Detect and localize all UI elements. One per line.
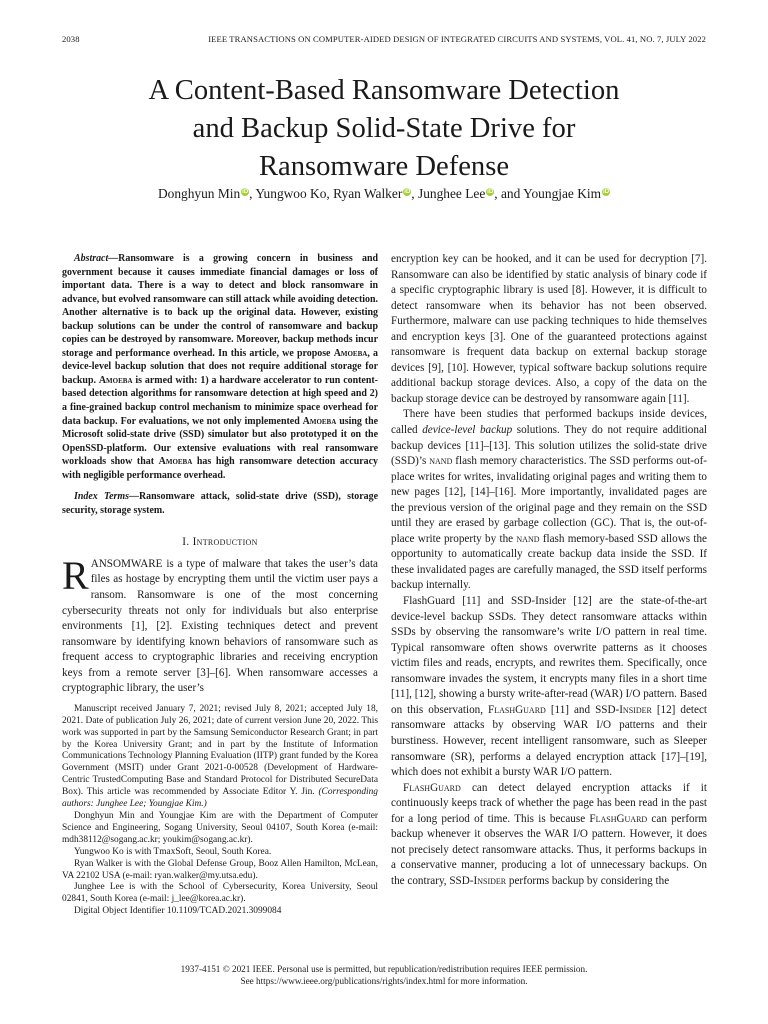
- footnote-manuscript: [62, 704, 378, 811]
- abstract-text: using the Microsoft solid-state drive (SSD) simulator but also prototyped it on the OpenSSD-platform. Our extensive evaluations with real ransomware workloads show that: [62, 415, 379, 468]
- footnote-affiliation: Donghyun Min and Youngjae Kim are with the Department of Computer Science and Engineering, Sogang University, Seoul 04107, South Korea (e-mail: mdh38112@sogang.ac.kr; youkim@sogang.ac.kr).: [62, 811, 378, 845]
- amoeba-name: Amoeba: [98, 374, 133, 386]
- intro-text: is a type of malware that takes the user’s data files as hostage by encrypting them until the victim user pays a ransom. Ransomware is one of the most concerning cybersecurity threats not only for individuals but also enterprise environments [1], [2]. Existing techniques detect and prevent ransomware by identifying known behaviors of ransomware such as frequent access to cryptographic libraries and receiving encryption keys from a remote server [3]–[6]. When ransomware accesses a cryptographic library, the user’s: [62, 557, 378, 695]
- footnotes: [62, 704, 378, 918]
- amoeba-name: Amoeba: [333, 347, 368, 359]
- body-text: solutions. They do not require additional backup devices [11]–[13]. This solution utilizes the solid-state drive (SSD)’s: [391, 424, 707, 468]
- body-text: FlashGuard [11] and SSD-Insider [12] are the state-of-the-art device-level backup SSDs. They detect ransomware attacks within SSDs by observing the ransomware’s write I/O pattern in real time. Typical ransomware often shows overwrite patterns as it chooses victim files and reads, encrypts, and rewrites them. Specifically, once ransomware invades the system, it encrypts many files in a short time [11], [12], showing a bursty write-after-read (WAR) I/O pattern. Based on this observation,: [391, 595, 707, 716]
- ssd-insider-name: SSD-Insider: [595, 703, 652, 716]
- orcid-icon[interactable]: iD: [242, 189, 249, 195]
- orcid-icon[interactable]: iD: [603, 189, 610, 195]
- intro-paragraph: [62, 552, 378, 697]
- index-terms: [62, 490, 378, 517]
- orcid-icon[interactable]: iD: [404, 189, 411, 195]
- abstract-text: , a device-level backup solution that does not require additional storage for backup.: [62, 347, 379, 386]
- footnote-affiliation: Ryan Walker is with the Global Defense Group, Booz Allen Hamilton, McLean, VA 22102 USA (e-mail: ryan.walker@my.utsa.edu).: [62, 858, 378, 881]
- section-heading-introduction: I. Introduction: [182, 536, 258, 549]
- body-text: [11] and: [545, 703, 596, 716]
- body-paragraph: encryption key can be hooked, and it can be used for decryption [7]. Ransomware can also be identified by static analysis of binary code if a specific cryptographic library is used [8]. However, it is difficult to detect ransomware when its behavior has not been observed. Furthermore, malware can use packing techniques to hide themselves and encryption keys [3]. One of the guaranteed protections against ransomware is frequent data backup on external backup storage devices [9], [10]. However, typical software backup solutions require additional backup storage devices. Also, a copy of the data on the backup storage device can be destroyed by ransomware again [11].: [391, 253, 707, 405]
- body-text: [12] detect ransomware attacks by observing WAR I/O patterns and their burstiness. However, recent intelligent ransomware, such as Sleeper ransomware (SR), performs a delayed encryption attack [17]–[19], which does not exhibit a bursty WAR I/O pattern.: [391, 703, 707, 779]
- page-number: 2038: [62, 34, 80, 44]
- running-head: [62, 34, 706, 48]
- paper-title: [40, 72, 728, 186]
- author-min: Donghyun Min: [157, 186, 241, 201]
- right-column: [391, 252, 707, 889]
- title-line-1: A Content-Based Ransomware Detection: [148, 75, 620, 106]
- author-kim: , and Youngjae Kim: [494, 186, 602, 201]
- index-terms-label: Index Terms—: [74, 491, 139, 503]
- footnote-doi: Digital Object Identifier 10.1109/TCAD.2021.3099084: [74, 906, 282, 917]
- amoeba-name: Amoeba: [302, 415, 337, 427]
- title-line-3: Ransomware Defense: [258, 151, 510, 182]
- author-list: [40, 186, 728, 202]
- body-paragraph: [391, 781, 707, 890]
- corresponding-authors: (Corresponding authors: Junghee Lee; Youngjae Kim.): [62, 787, 378, 810]
- abstract-label: Abstract—: [74, 253, 119, 264]
- flashguard-name: FlashGuard: [589, 812, 648, 825]
- footnote-affiliation: Yungwoo Ko is with TmaxSoft, Seoul, South Korea.: [74, 846, 272, 857]
- drop-cap: R: [62, 552, 89, 598]
- rights-link-line: See https://www.ieee.org/publications/rights/index.html for more information.: [240, 976, 528, 986]
- abstract-text: Ransomware is a growing concern in business and government because it causes immediate financial damages or loss of important data. There is a way to detect and block ransomware in advance, but evolved ransomware can still attack while avoiding detection. Another alternative is to back up the original data. However, existing backup solutions can be under the control of ransomware and backup copies can be destroyed by ransomware. Moreover, backup methods incur storage and performance overhead. In this article, we propose: [62, 253, 378, 359]
- body-paragraph: [391, 407, 707, 594]
- body-text: can perform backup whenever it observes the WAR I/O pattern. However, it does not precisely detect ransomware attacks. Thus, it performs backups in a conservative manner, producing a lot of unnecessary backups. On the contrary,: [391, 812, 707, 887]
- abstract-text: has high ransomware detection accuracy with negligible performance overhead.: [62, 456, 378, 481]
- orcid-icon[interactable]: iD: [487, 189, 494, 195]
- flashguard-name: FlashGuard: [403, 781, 461, 794]
- copyright-line: 1937-4151 © 2021 IEEE. Personal use is permitted, but republication/redistribution requires IEEE permission.: [180, 964, 588, 974]
- body-text: performs backup by considering the: [506, 874, 670, 887]
- body-text: can detect delayed encryption attacks if it continuously keeps track of whether the page has been read in the past for a long period of time. This is because: [391, 781, 707, 825]
- abstract-text: is armed with: 1) a hardware accelerator to run content-based detection algorithms for ransomware detection at high speed and 2) a fine-grained backup control mechanism to minimize space overhead for data backup. For evaluations, we not only implemented: [62, 374, 378, 427]
- body-text: There have been studies that performed backups inside devices, called: [391, 408, 707, 437]
- amoeba-name: Amoeba: [158, 456, 193, 468]
- footnote-text: Manuscript received January 7, 2021; revised July 8, 2021; accepted July 18, 2021. Date of publication July 26, 2021; date of current version June 20, 2022. This work was supported in part by the Samsung Semiconductor Research Grant; in part by the Korea University Grant; and in part by the Institute of Information Communications Technology Planning Evaluation (IITP) grant funded by the Korea Government (MSIT) under Grant 2021-0-00528 (Development of Hardware-Centric TrustedComputing Base and Standard Protocol for Distributed SecureData Box). This article was recommended by Associate Editor Y. Jin.: [62, 703, 378, 798]
- emphasis-device-level-backup: device-level backup: [422, 424, 513, 437]
- title-line-2: and Backup Solid-State Drive for: [192, 113, 576, 144]
- copyright-notice: [62, 963, 706, 987]
- footnote-affiliation: Junghee Lee is with the School of Cybersecurity, Korea University, Seoul 02841, South Korea (e-mail: j_lee@korea.ac.kr).: [62, 882, 378, 905]
- journal-name: IEEE TRANSACTIONS ON COMPUTER-AIDED DESIGN OF INTEGRATED CIRCUITS AND SYSTEMS, VOL. 41, NO. 7, JULY 2022: [208, 34, 706, 44]
- body-text: flash memory characteristics. The SSD performs out-of-place writes for writes, invalidating original pages and writing them to new pages [12], [14]–[16]. More importantly, invalidated pages are the previous version of the original page and they remain on the SSD until they are erased by garbage collection (GC). That is, the out-of-place write property by the: [391, 455, 708, 545]
- left-column: [62, 252, 378, 918]
- abstract: [62, 252, 378, 482]
- author-ko-walker: , Yungwoo Ko, Ryan Walker: [249, 186, 403, 201]
- ssd-insider-name: SSD-Insider: [449, 874, 507, 887]
- nand-term: nand: [429, 455, 453, 468]
- nand-term: nand: [516, 532, 540, 545]
- flashguard-name: FlashGuard: [488, 703, 546, 716]
- introduction-body: [62, 552, 378, 697]
- intro-lead: ANSOMWARE: [90, 557, 163, 570]
- body-paragraph: [391, 594, 707, 781]
- body-text: flash memory-based SSD allows the opportunity to automatically create backup data inside the SSD. If these invalidated pages are carefully managed, the SSD itself performs backup internally.: [391, 532, 707, 592]
- author-lee: , Junghee Lee: [411, 186, 486, 201]
- index-terms-text: Ransomware attack, solid-state drive (SSD), storage security, storage system.: [62, 491, 378, 516]
